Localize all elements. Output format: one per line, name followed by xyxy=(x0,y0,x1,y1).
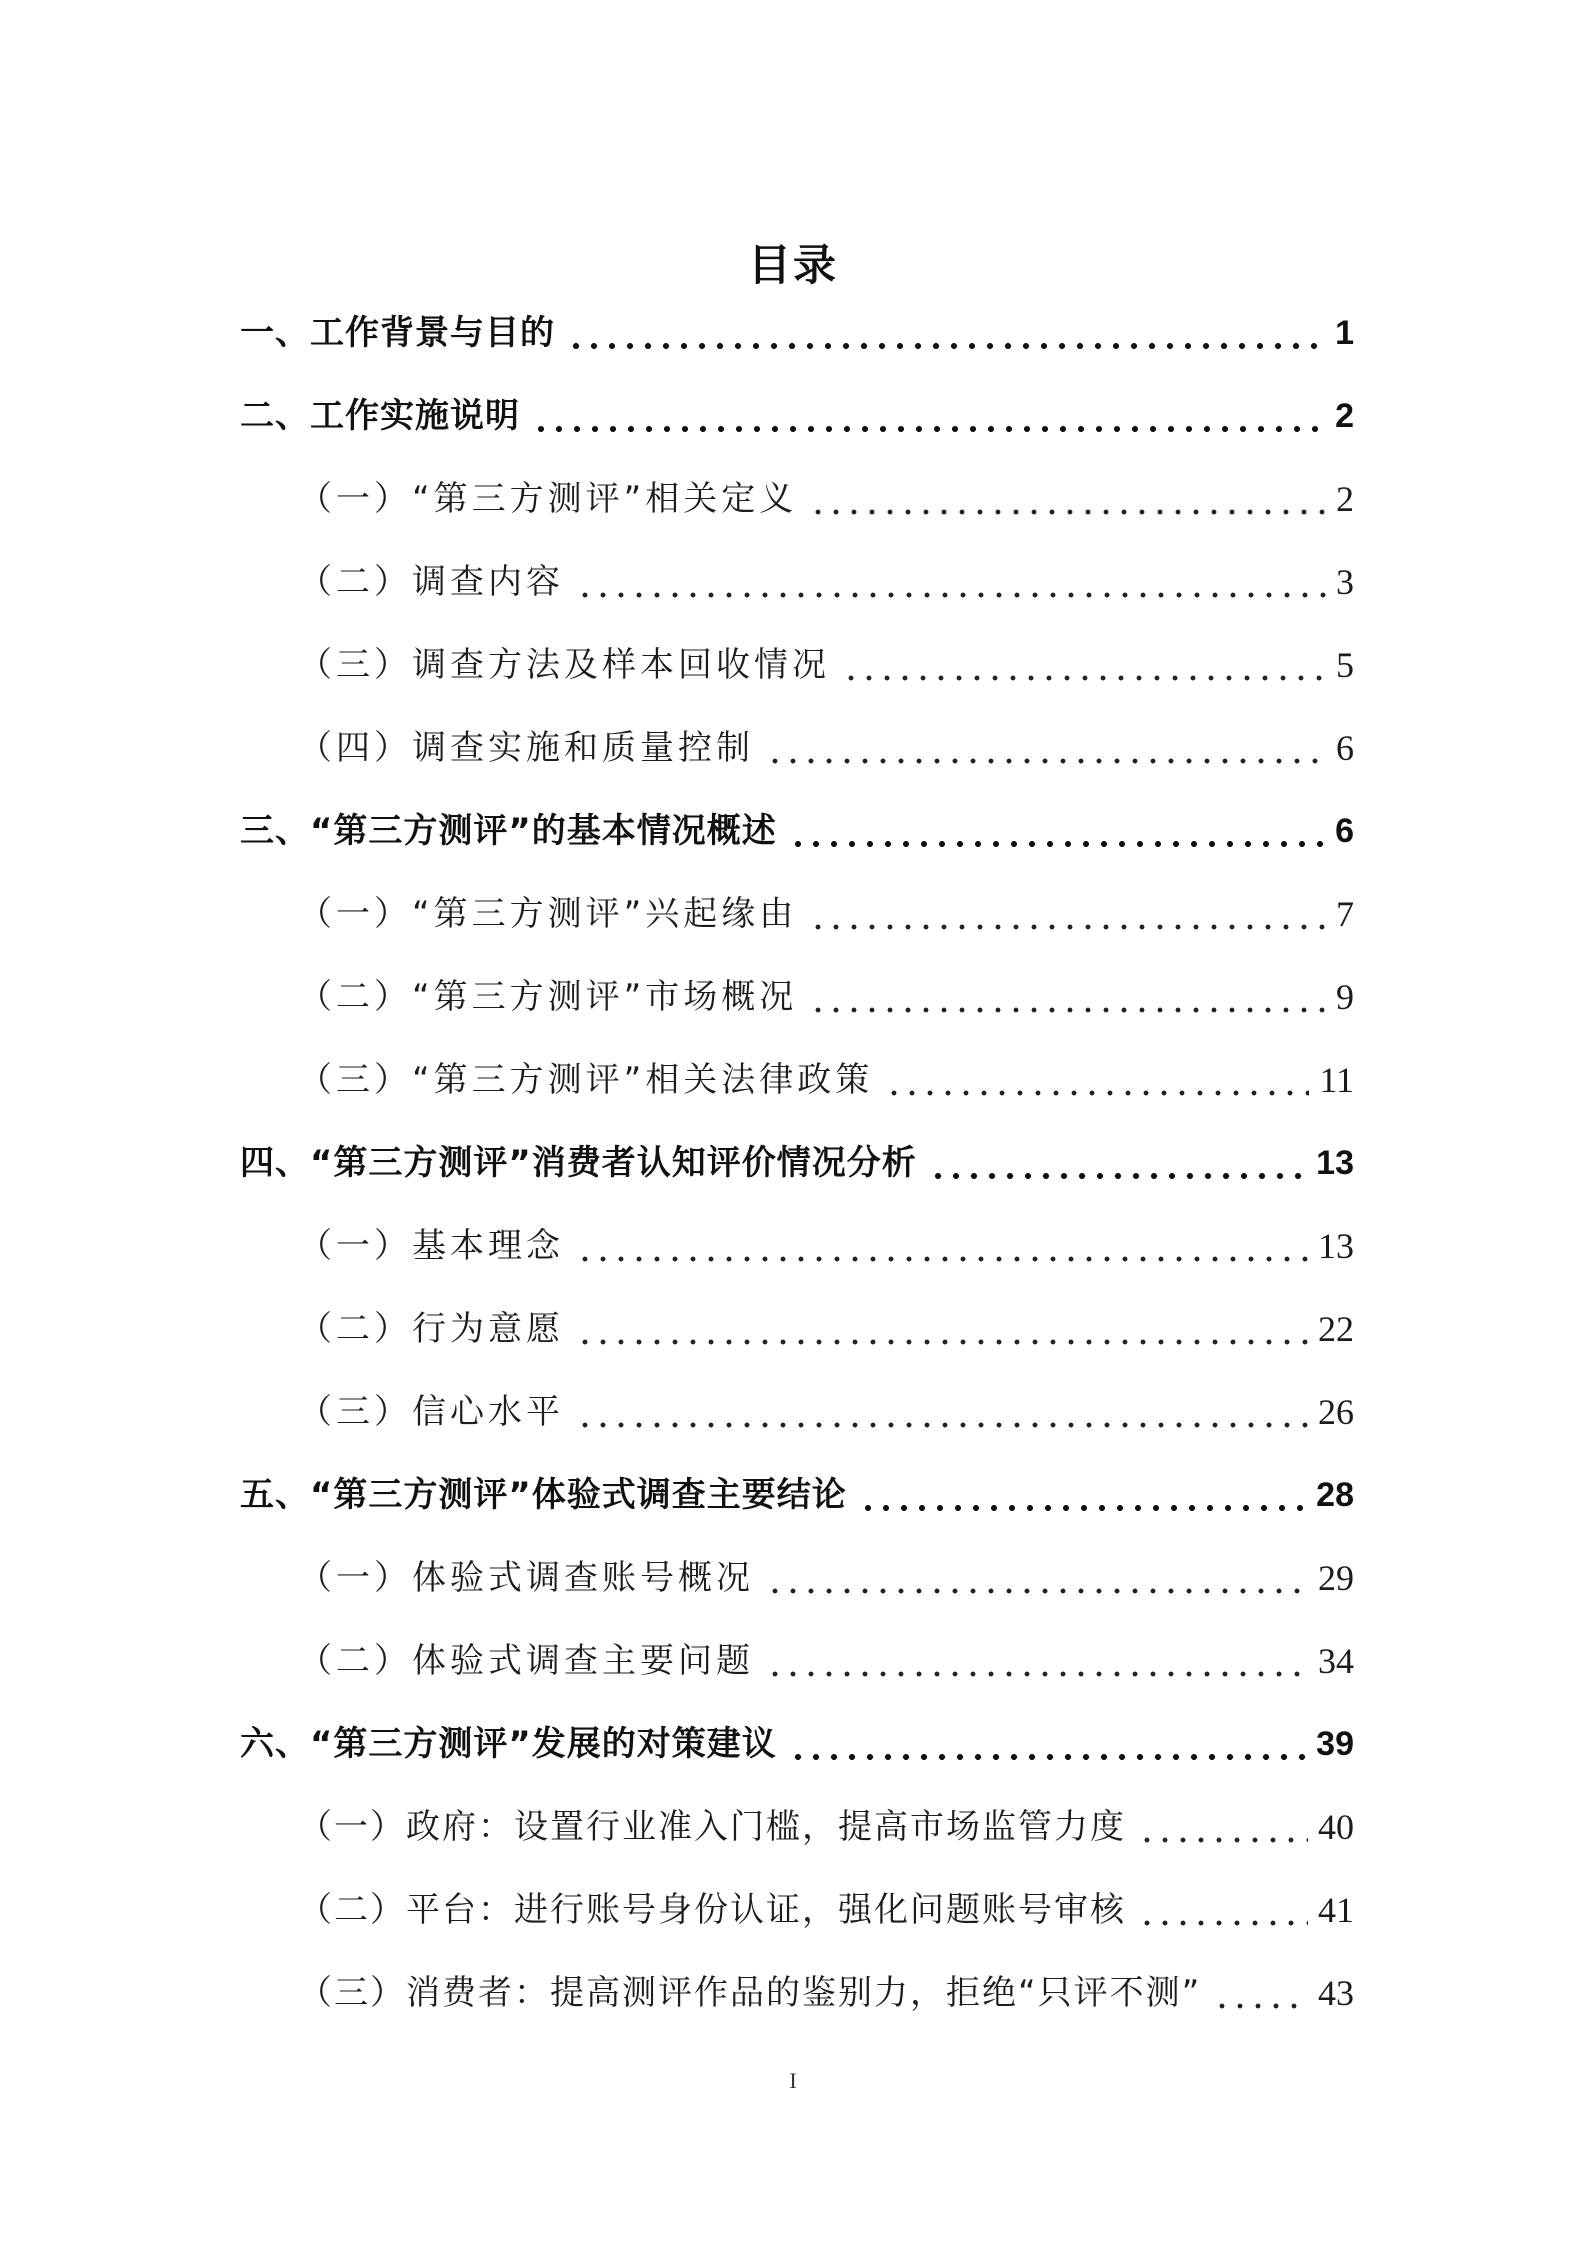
dot-leader xyxy=(532,388,1325,444)
toc-entry-2-1[interactable] xyxy=(298,471,1354,527)
toc-entry-label: （二）行为意愿 xyxy=(298,1309,564,1349)
toc-entry-label: （一）基本理念 xyxy=(298,1226,564,1266)
toc-entry-section-5[interactable] xyxy=(240,1467,1354,1523)
toc-entry-page: 40 xyxy=(1318,1807,1354,1847)
toc-entry-6-1[interactable] xyxy=(298,1799,1354,1855)
toc-entry-label: （四）调查实施和质量控制 xyxy=(298,728,754,768)
toc-entry-3-1[interactable] xyxy=(298,886,1354,942)
toc-entry-page: 34 xyxy=(1318,1641,1354,1681)
toc-entry-page: 2 xyxy=(1336,479,1354,519)
dot-leader xyxy=(809,969,1326,1025)
dot-leader xyxy=(576,1384,1308,1440)
toc-entry-label: （三）“第三方测评”相关法律政策 xyxy=(298,1060,874,1100)
toc-entry-6-3[interactable] xyxy=(298,1965,1354,2021)
dot-leader xyxy=(929,1135,1306,1191)
toc-entry-page: 9 xyxy=(1336,977,1354,1017)
toc-entry-5-2[interactable] xyxy=(298,1633,1354,1689)
toc-entry-label: 五、“第三方测评”体验式调查主要结论 xyxy=(240,1475,847,1515)
toc-entry-section-4[interactable] xyxy=(240,1135,1354,1191)
toc-entry-section-6[interactable] xyxy=(240,1716,1354,1772)
toc-entry-label: （一）“第三方测评”相关定义 xyxy=(298,479,798,519)
toc-entry-2-4[interactable] xyxy=(298,720,1354,776)
toc-entry-page: 29 xyxy=(1318,1558,1354,1598)
toc-entry-page: 1 xyxy=(1335,314,1354,352)
dot-leader xyxy=(885,1052,1309,1108)
toc-entry-page: 13 xyxy=(1316,1144,1354,1182)
toc-entry-label: 一、工作背景与目的 xyxy=(240,313,555,353)
dot-leader xyxy=(1213,1965,1308,2021)
toc-entry-3-2[interactable] xyxy=(298,969,1354,1025)
dot-leader xyxy=(789,803,1325,859)
toc-entry-page: 3 xyxy=(1336,562,1354,602)
dot-leader xyxy=(766,1550,1308,1606)
toc-entry-section-3[interactable] xyxy=(240,803,1354,859)
toc-entry-page: 41 xyxy=(1318,1890,1354,1930)
toc-entry-label: 二、工作实施说明 xyxy=(240,396,520,436)
toc-entry-2-2[interactable] xyxy=(298,554,1354,610)
dot-leader xyxy=(809,471,1326,527)
toc-entry-page: 11 xyxy=(1319,1060,1354,1100)
toc-entry-label: 三、“第三方测评”的基本情况概述 xyxy=(240,811,777,851)
toc-entry-label: 四、“第三方测评”消费者认知评价情况分析 xyxy=(240,1143,917,1183)
toc-entry-page: 6 xyxy=(1335,812,1354,850)
dot-leader xyxy=(567,305,1325,361)
toc-entry-label: （二）调查内容 xyxy=(298,562,564,602)
dot-leader xyxy=(576,1301,1308,1357)
dot-leader xyxy=(842,637,1326,693)
toc-entry-4-3[interactable] xyxy=(298,1384,1354,1440)
toc-entry-5-1[interactable] xyxy=(298,1550,1354,1606)
toc-entry-page: 22 xyxy=(1318,1309,1354,1349)
toc-entry-page: 28 xyxy=(1316,1476,1354,1514)
toc-entry-label: （二）平台：进行账号身份认证，强化问题账号审核 xyxy=(298,1890,1126,1930)
page-number: I xyxy=(789,2068,797,2093)
toc-entry-page: 2 xyxy=(1335,397,1354,435)
toc-entry-page: 5 xyxy=(1336,645,1354,685)
dot-leader xyxy=(766,1633,1308,1689)
toc-entry-4-2[interactable] xyxy=(298,1301,1354,1357)
dot-leader xyxy=(576,554,1326,610)
toc-entry-label: （三）消费者：提高测评作品的鉴别力，拒绝“只评不测” xyxy=(298,1973,1202,2013)
toc-entry-6-2[interactable] xyxy=(298,1882,1354,1938)
toc-entry-label: （二）“第三方测评”市场概况 xyxy=(298,977,798,1017)
dot-leader xyxy=(859,1467,1306,1523)
toc-entry-section-2[interactable] xyxy=(240,388,1354,444)
dot-leader xyxy=(1138,1882,1308,1938)
dot-leader xyxy=(809,886,1326,942)
toc-entry-4-1[interactable] xyxy=(298,1218,1354,1274)
toc-entry-label: 六、“第三方测评”发展的对策建议 xyxy=(240,1724,777,1764)
toc-entry-label: （二）体验式调查主要问题 xyxy=(298,1641,754,1681)
toc-entry-page: 26 xyxy=(1318,1392,1354,1432)
toc-entry-label: （三）调查方法及样本回收情况 xyxy=(298,645,830,685)
dot-leader xyxy=(766,720,1326,776)
toc-entry-page: 39 xyxy=(1316,1725,1354,1763)
toc-entry-section-1[interactable] xyxy=(240,305,1354,361)
toc-entry-label: （三）信心水平 xyxy=(298,1392,564,1432)
toc-entry-label: （一）政府：设置行业准入门槛，提高市场监管力度 xyxy=(298,1807,1126,1847)
toc-entry-3-3[interactable] xyxy=(298,1052,1354,1108)
dot-leader xyxy=(1138,1799,1308,1855)
toc-entry-2-3[interactable] xyxy=(298,637,1354,693)
toc-title: 目录 xyxy=(748,240,838,291)
toc-entry-page: 6 xyxy=(1336,728,1354,768)
dot-leader xyxy=(576,1218,1308,1274)
toc-entry-page: 43 xyxy=(1318,1973,1354,2013)
dot-leader xyxy=(789,1716,1306,1772)
toc-entry-page: 13 xyxy=(1318,1226,1354,1266)
toc-entry-label: （一）体验式调查账号概况 xyxy=(298,1558,754,1598)
toc-entry-label: （一）“第三方测评”兴起缘由 xyxy=(298,894,798,934)
toc-entry-page: 7 xyxy=(1336,894,1354,934)
